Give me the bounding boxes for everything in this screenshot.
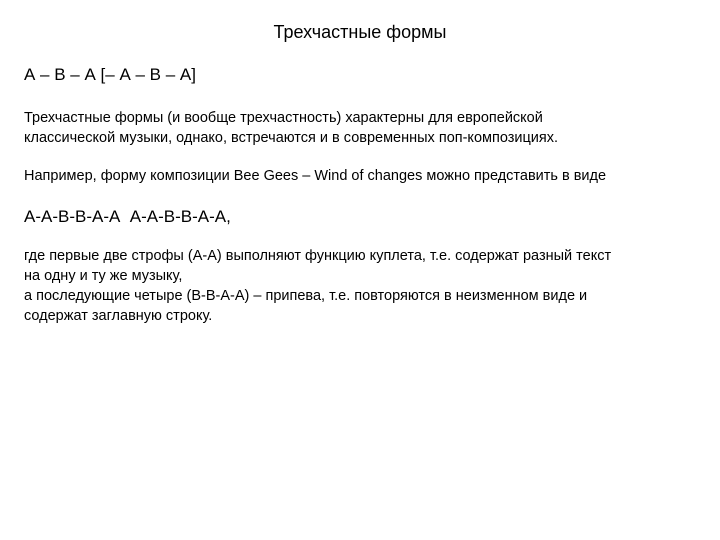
explanation-paragraph-line: содержат заглавную строку. bbox=[24, 308, 213, 324]
form-formula: А – В – А [– А – В – А] bbox=[24, 65, 196, 84]
example-paragraph: Например, форму композиции Bee Gees – Wind of changes можно представить в виде bbox=[24, 168, 607, 184]
intro-paragraph-line: Трехчастные формы (и вообще трехчастность) характерны для европейской bbox=[24, 110, 543, 126]
explanation-paragraph-line: где первые две строфы (А-А) выполняют функцию куплета, т.е. содержат разный текст bbox=[24, 248, 612, 264]
explanation-paragraph-line: а последующие четыре (В-В-А-А) – припева, т.е. повторяются в неизменном виде и bbox=[24, 288, 588, 304]
explanation-paragraph-line: на одну и ту же музыку, bbox=[24, 268, 183, 284]
form-sequence: А-А-В-В-А-А А-А-В-В-А-А, bbox=[24, 207, 231, 226]
intro-paragraph-line: классической музыки, однако, встречаются и в современных поп-композициях. bbox=[24, 130, 559, 146]
explanation-paragraph bbox=[24, 246, 611, 326]
slide-title: Трехчастные формы bbox=[273, 22, 447, 42]
intro-paragraph bbox=[24, 108, 558, 148]
